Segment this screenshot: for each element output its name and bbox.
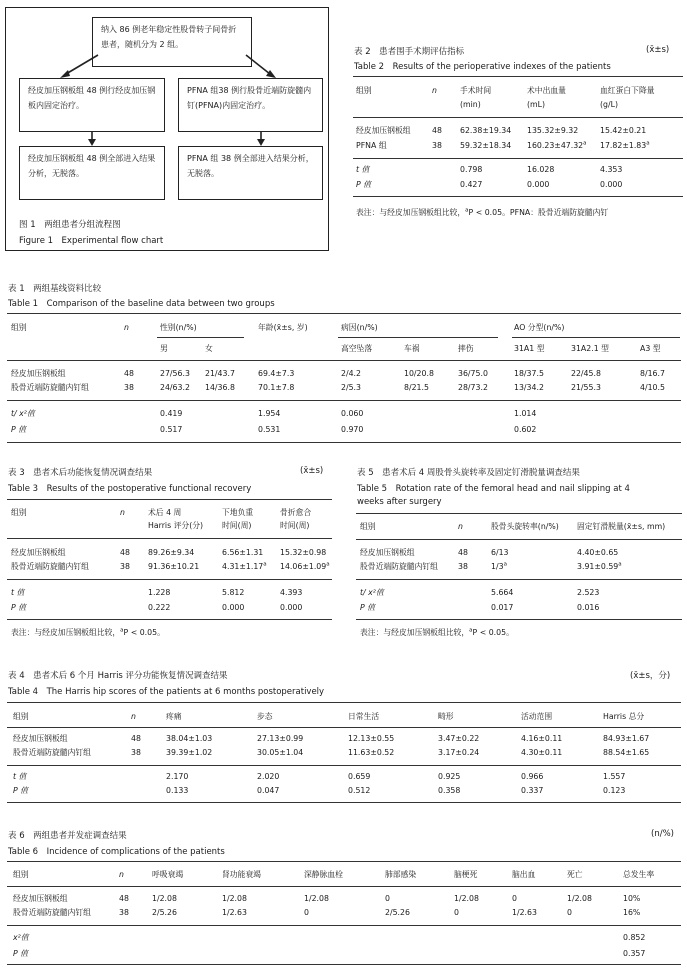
table1-header-a3: A3 型 (640, 344, 661, 353)
flow-box-plate-group-text: 经皮加压钢板组 48 例行经皮加压钢板内固定治疗。 (28, 86, 156, 110)
table2-row2-hb-cell (600, 141, 650, 151)
table4-row2-total: 88.54±1.65 (603, 748, 650, 757)
table6-header-group: 组别 (13, 870, 29, 879)
table3-row1-weight: 6.56±1.31 (222, 548, 264, 557)
table2-header-time1: 手术时间 (460, 86, 492, 95)
table2-row1-blood: 135.32±9.32 (527, 126, 579, 135)
table6-row1-group: 经皮加压钢板组 (13, 894, 68, 903)
table1-p-cause: 0.970 (341, 425, 364, 434)
table2-header-blood1: 术中出血量 (527, 86, 566, 95)
table2-bottom-rule (353, 196, 683, 197)
table5-row2-slip-cell (577, 562, 622, 572)
table2-row2-n: 38 (432, 141, 442, 150)
table4-row2-range: 4.30±0.11 (521, 748, 563, 757)
table3-header-group: 组别 (11, 508, 27, 517)
table3-row2-harris: 91.36±10.21 (148, 562, 200, 571)
table4-header-daily: 日常生活 (348, 712, 380, 721)
table6-header-total: 总发生率 (623, 870, 655, 879)
table6-header-renal: 肾功能衰竭 (222, 870, 261, 879)
table5-t-label: t/ x²值 (360, 588, 384, 597)
table1-header-female: 女 (205, 344, 213, 353)
table3-row2-group: 股骨近端防旋髓内钉组 (11, 562, 89, 571)
table4-p-pain: 0.133 (166, 786, 189, 795)
table4-t-total: 1.557 (603, 772, 626, 781)
table4-row1-daily: 12.13±0.55 (348, 734, 395, 743)
table1-row1-car: 10/20.8 (404, 369, 434, 378)
table1-title-cn: 表 1 两组基线资料比较 (8, 284, 102, 294)
table5-header-slip: 固定钉滑脱量(x̄±s, mm) (577, 522, 666, 531)
table1-t-age: 1.954 (258, 409, 281, 418)
table2-p-blood: 0.000 (527, 180, 550, 189)
table3-top-rule (7, 499, 332, 500)
table5-t-rot: 5.664 (491, 588, 514, 597)
table3-row1-harris: 89.26±9.34 (148, 548, 195, 557)
table4-p-label: P 值 (13, 786, 28, 795)
table5-title-cn: 表 5 患者术后 4 周股骨头旋转率及固定钉滑脱量调查结果 (357, 468, 580, 478)
table6-chi-label: x²值 (13, 933, 29, 942)
table3-row2-heal-cell (280, 562, 330, 572)
table2-row2-hb-sup: a (646, 140, 650, 147)
table1-row1-sprain: 36/75.0 (458, 369, 488, 378)
table3-unit: (x̄±s) (300, 466, 324, 476)
table6-row2-brain-bleed: 1/2.63 (512, 908, 537, 917)
table3-header-rule (7, 538, 332, 539)
table6-header-brain-death: 脑梗死 (454, 870, 478, 879)
table5-row2-rot-sup: a (503, 561, 507, 568)
table3-header-harris1: 术后 4 周 (148, 508, 182, 517)
table6-header-lung: 肺部感染 (385, 870, 417, 879)
table4-row2-group: 股骨近端防旋髓内钉组 (13, 748, 91, 757)
table3-p-heal: 0.000 (280, 603, 303, 612)
table1-t-sex: 0.419 (160, 409, 183, 418)
table1-cause-subrule (338, 337, 498, 338)
table1-header-fall: 高空坠落 (341, 344, 373, 353)
table4-t-deform: 0.925 (438, 772, 461, 781)
figure1-caption-en: Figure 1 Experimental flow chart (19, 236, 164, 246)
table1-header-sprain: 摔伤 (458, 344, 474, 353)
table1-header-rule (7, 360, 681, 361)
table6-row2-resp: 2/5.26 (152, 908, 177, 917)
table4-row1-n: 48 (131, 734, 141, 743)
table5-bottom-rule (356, 619, 682, 620)
table1-header-ao: AO 分型(n/%) (514, 323, 565, 332)
table1-row1-female: 21/43.7 (205, 369, 235, 378)
table2-t-blood: 16.028 (527, 165, 555, 174)
table1-header-sex: 性别(n/%) (160, 323, 197, 332)
table6-row1-brain-death: 1/2.08 (454, 894, 479, 903)
table3-header-weight2: 时间(周) (222, 521, 252, 530)
table4-p-total: 0.123 (603, 786, 626, 795)
arrow-pfna-down-head (257, 139, 265, 146)
table5-header-rule (356, 539, 682, 540)
table1-header-male: 男 (160, 344, 168, 353)
table4-mid-rule (7, 765, 681, 766)
table3-row2-n: 38 (120, 562, 130, 571)
table3-row1-group: 经皮加压钢板组 (11, 548, 66, 557)
table6-row1-death: 1/2.08 (567, 894, 592, 903)
table3-header-weight1: 下地负重 (222, 508, 254, 517)
table3-bottom-rule (7, 619, 332, 620)
table5-row2-n: 38 (458, 562, 468, 571)
table1-row1-a3: 8/16.7 (640, 369, 665, 378)
table2-row2-blood-cell (527, 141, 587, 151)
table4-bottom-rule (7, 802, 681, 803)
table2-row2-hb: 17.82±1.83 (600, 141, 647, 150)
table4-header-gait: 步态 (257, 712, 273, 721)
table5-row2-rot: 1/3 (491, 562, 504, 571)
table2-row1-n: 48 (432, 126, 442, 135)
table4-t-label: t 值 (13, 772, 27, 781)
table4-header-n: n (131, 712, 136, 721)
table3-note-text2: P < 0.05。 (123, 628, 165, 637)
table4-header-group: 组别 (13, 712, 29, 721)
table5-header-rot: 股骨头旋转率(n/%) (491, 522, 559, 531)
table4-header-total: Harris 总分 (603, 712, 645, 721)
table6-row1-n: 48 (119, 894, 129, 903)
table1-header-car: 车祸 (404, 344, 420, 353)
table3-t-label: t 值 (11, 588, 25, 597)
table3-header-heal1: 骨折愈合 (280, 508, 312, 517)
table6-row1-resp: 1/2.08 (152, 894, 177, 903)
table5-row2-group: 股骨近端防旋髓内钉组 (360, 562, 438, 571)
table5-title-en1: Table 5 Rotation rate of the femoral head and nail slipping at 4 (357, 484, 630, 494)
table2-t-hb: 4.353 (600, 165, 623, 174)
table1-row2-31a1: 13/34.2 (514, 383, 544, 392)
table2-note (356, 207, 608, 218)
table1-mid-rule (7, 400, 681, 401)
table6-row2-brain-death: 0 (454, 908, 459, 917)
table3-p-harris: 0.222 (148, 603, 171, 612)
table3-t-harris: 1.228 (148, 588, 171, 597)
table1-row1-group: 经皮加压钢板组 (11, 369, 66, 378)
figure1-caption-cn: 图 1 两组患者分组流程图 (19, 220, 121, 230)
table2-title-cn: 表 2 患者围手术期评估指标 (354, 47, 465, 57)
table2-title-en: Table 2 Results of the perioperative indexes of the patients (354, 62, 611, 72)
table2-p-time: 0.427 (460, 180, 483, 189)
table2-row1-time: 62.38±19.34 (460, 126, 512, 135)
table2-mid-rule (353, 158, 683, 159)
table6-row1-dvt: 1/2.08 (304, 894, 329, 903)
arrow-to-plate-head (60, 70, 70, 78)
table6-row2-total: 16% (623, 908, 641, 917)
table2-header-n: n (432, 86, 437, 95)
table1-t-label: t/ x²值 (11, 409, 35, 418)
table4-p-gait: 0.047 (257, 786, 280, 795)
table6-bottom-rule (7, 964, 681, 965)
table3-title-cn: 表 3 患者术后功能恢复情况调查结果 (8, 468, 153, 478)
table2-note-text: 表注：与经皮加压钢板组比较， (356, 208, 466, 217)
table3-row2-weight-sup: a (263, 561, 267, 568)
table6-row1-total: 10% (623, 894, 641, 903)
table6-unit: (n/%) (651, 829, 674, 839)
table6-header-dvt: 深静脉血栓 (304, 870, 343, 879)
table6-row2-n: 38 (119, 908, 129, 917)
table5-note (360, 627, 514, 638)
table5-row1-group: 经皮加压钢板组 (360, 548, 415, 557)
table4-row1-group: 经皮加压钢板组 (13, 734, 68, 743)
table5-t-slip: 2.523 (577, 588, 600, 597)
table3-row2-weight: 4.31±1.17 (222, 562, 264, 571)
table2-header-time2: (min) (460, 100, 481, 109)
table1-row1-male: 27/56.3 (160, 369, 190, 378)
table1-row1-n: 48 (124, 369, 134, 378)
table2-header-blood2: (mL) (527, 100, 546, 109)
table4-header-range: 活动范围 (521, 712, 553, 721)
table1-p-sex: 0.517 (160, 425, 183, 434)
table5-row2-slip-sup: a (618, 561, 622, 568)
table1-header-age: 年龄(x̄±s, 岁) (258, 323, 308, 332)
table1-header-31a21: 31A2.1 型 (571, 344, 609, 353)
table1-row1-31a21: 22/45.8 (571, 369, 601, 378)
table6-mid-rule (7, 925, 681, 926)
table5-title-en2: weeks after surgery (357, 497, 442, 507)
table6-row2-lung: 2/5.26 (385, 908, 410, 917)
flow-box-plate-analysis-text: 经皮加压钢板组 48 例全部进入结果分析，无脱落。 (28, 154, 156, 178)
table4-row2-daily: 11.63±0.52 (348, 748, 395, 757)
table5-row1-n: 48 (458, 548, 468, 557)
table4-header-rule (7, 727, 681, 728)
table3-row2-weight-cell (222, 562, 267, 572)
table5-row2-slip: 3.91±0.59 (577, 562, 619, 571)
arrow-to-plate-line (66, 55, 98, 74)
table4-row1-pain: 38.04±1.03 (166, 734, 213, 743)
table1-row2-fall: 2/5.3 (341, 383, 361, 392)
table4-t-gait: 2.020 (257, 772, 280, 781)
table1-bottom-rule (7, 442, 681, 443)
table6-top-rule (7, 861, 681, 862)
table2-row1-group: 经皮加压钢板组 (356, 126, 411, 135)
table2-header-group: 组别 (356, 86, 372, 95)
table4-p-range: 0.337 (521, 786, 544, 795)
table2-top-rule (353, 76, 683, 77)
table6-row2-group: 股骨近端防旋髓内钉组 (13, 908, 91, 917)
flow-box-pfna-group-text: PFNA 组38 例行股骨近端防旋髓内钉(PFNA)内固定治疗。 (187, 86, 312, 110)
figure1 (5, 7, 329, 251)
table1-row2-female: 14/36.8 (205, 383, 235, 392)
table6-header-death: 死亡 (567, 870, 583, 879)
table5-row1-slip: 4.40±0.65 (577, 548, 619, 557)
table2-unit: (x̄±s) (646, 45, 670, 55)
table6-row1-brain-bleed: 0 (512, 894, 517, 903)
table1-row2-car: 8/21.5 (404, 383, 429, 392)
flow-box-pfna-analysis-text: PFNA 组 38 例全部进入结果分析，无脱落。 (187, 154, 314, 178)
table2-row1-hb: 15.42±0.21 (600, 126, 647, 135)
table1-ao-subrule (512, 337, 680, 338)
table1-header-n: n (124, 323, 129, 332)
table4-row2-deform: 3.17±0.24 (438, 748, 480, 757)
table1-header-31a1: 31A1 型 (514, 344, 545, 353)
table2-t-time: 0.798 (460, 165, 483, 174)
table6-chi-total: 0.852 (623, 933, 646, 942)
table5-p-rot: 0.017 (491, 603, 514, 612)
table3-title-en: Table 3 Results of the postoperative functional recovery (8, 484, 252, 494)
table2-row2-blood: 160.23±47.32 (527, 141, 584, 150)
table4-title-cn: 表 4 患者术后 6 个月 Harris 评分功能恢复情况调查结果 (8, 671, 228, 681)
table1-p-label: P 值 (11, 425, 26, 434)
table1-row2-male: 24/63.2 (160, 383, 190, 392)
table4-row2-gait: 30.05±1.04 (257, 748, 304, 757)
table3-note (11, 627, 165, 638)
table2-p-hb: 0.000 (600, 180, 623, 189)
table1-row2-a3: 4/10.5 (640, 383, 665, 392)
table3-p-label: P 值 (11, 603, 26, 612)
table3-note-text: 表注：与经皮加压钢板组比较， (11, 628, 121, 637)
table6-header-brain-bleed: 脑出血 (512, 870, 536, 879)
table2-header-rule (353, 117, 683, 118)
table3-note-sup: a (120, 627, 124, 634)
table4-row2-n: 38 (131, 748, 141, 757)
table5-top-rule (356, 513, 682, 514)
table1-sex-subrule (157, 337, 244, 338)
table4-row1-range: 4.16±0.11 (521, 734, 563, 743)
table5-p-label: P 值 (360, 603, 375, 612)
table3-p-weight: 0.000 (222, 603, 245, 612)
table3-row1-n: 48 (120, 548, 130, 557)
table2-header-hb2: (g/L) (600, 100, 619, 109)
table4-title-en: Table 4 The Harris hip scores of the patients at 6 months postoperatively (8, 687, 325, 697)
table1-header-group: 组别 (11, 323, 27, 332)
table6-row1-lung: 0 (385, 894, 390, 903)
table4-t-daily: 0.659 (348, 772, 371, 781)
table6-row2-dvt: 0 (304, 908, 309, 917)
table3-t-heal: 4.393 (280, 588, 303, 597)
table2-note-text2: P < 0.05。PFNA：股骨近端防旋髓内钉 (468, 208, 609, 217)
table5-row2-rot-cell (491, 562, 507, 572)
table3-row2-heal-sup: a (326, 561, 330, 568)
table4-unit: (x̄±s，分) (630, 671, 671, 681)
flow-box-enrollment-text: 纳入 86 例老年稳定性股骨转子间骨折患者，随机分为 2 组。 (101, 25, 237, 49)
table6-header-rule (7, 886, 681, 887)
table2-header-hb1: 血红蛋白下降量 (600, 86, 655, 95)
table6-row1-renal: 1/2.08 (222, 894, 247, 903)
table1-row2-sprain: 28/73.2 (458, 383, 488, 392)
table3-header-heal2: 时间(周) (280, 521, 310, 530)
table1-row2-age: 70.1±7.8 (258, 383, 295, 392)
table2-row2-time: 59.32±18.34 (460, 141, 512, 150)
table6-title-cn: 表 6 两组患者并发症调查结果 (8, 831, 127, 841)
table4-header-deform: 畸形 (438, 712, 454, 721)
table6-header-n: n (119, 870, 124, 879)
table1-header-cause: 病因(n/%) (341, 323, 378, 332)
table4-header-pain: 疼痛 (166, 712, 182, 721)
table4-top-rule (7, 702, 681, 703)
table1-row2-n: 38 (124, 383, 134, 392)
table6-header-resp: 呼吸衰竭 (152, 870, 184, 879)
table4-p-daily: 0.512 (348, 786, 371, 795)
table4-t-pain: 2.170 (166, 772, 189, 781)
table2-note-sup: a (465, 207, 469, 214)
flow-arrows (6, 8, 330, 252)
table1-title-en: Table 1 Comparison of the baseline data between two groups (8, 299, 275, 309)
table3-header-n: n (120, 508, 125, 517)
table2-row2-group: PFNA 组 (356, 141, 387, 150)
table4-row1-total: 84.93±1.67 (603, 734, 650, 743)
table4-t-range: 0.966 (521, 772, 544, 781)
arrow-plate-down-head (88, 139, 96, 146)
table3-row2-heal: 14.06±1.09 (280, 562, 327, 571)
table5-note-text: 表注：与经皮加压钢板组比较， (360, 628, 470, 637)
table1-t-cause: 0.060 (341, 409, 364, 418)
table6-p-total: 0.357 (623, 949, 646, 958)
table5-note-sup: a (469, 627, 473, 634)
table5-header-n: n (458, 522, 463, 531)
table1-row2-group: 股骨近端防旋髓内钉组 (11, 383, 89, 392)
table4-row2-pain: 39.39±1.02 (166, 748, 213, 757)
table3-mid-rule (7, 579, 332, 580)
table5-p-slip: 0.016 (577, 603, 600, 612)
table1-row2-31a21: 21/55.3 (571, 383, 601, 392)
table4-row1-deform: 3.47±0.22 (438, 734, 480, 743)
table4-p-deform: 0.358 (438, 786, 461, 795)
table1-t-ao: 1.014 (514, 409, 537, 418)
table1-row1-fall: 2/4.2 (341, 369, 361, 378)
table5-header-group: 组别 (360, 522, 376, 531)
table5-note-text2: P < 0.05。 (472, 628, 514, 637)
table6-row2-renal: 1/2.63 (222, 908, 247, 917)
arrow-to-pfna-line (246, 55, 270, 74)
table6-row2-death: 0 (567, 908, 572, 917)
table3-t-weight: 5.812 (222, 588, 245, 597)
table6-p-label: P 值 (13, 949, 28, 958)
table3-row1-heal: 15.32±0.98 (280, 548, 327, 557)
table6-title-en: Table 6 Incidence of complications of the patients (8, 847, 225, 857)
table3-header-harris2: Harris 评分(分) (148, 521, 204, 530)
table2-row2-blood-sup: a (583, 140, 587, 147)
table2-t-label: t 值 (356, 165, 370, 174)
table4-row1-gait: 27.13±0.99 (257, 734, 304, 743)
table2-p-label: P 值 (356, 180, 371, 189)
table5-mid-rule (356, 579, 682, 580)
table1-p-ao: 0.602 (514, 425, 537, 434)
table1-row1-age: 69.4±7.3 (258, 369, 295, 378)
table5-row1-rot: 6/13 (491, 548, 509, 557)
table1-row1-31a1: 18/37.5 (514, 369, 544, 378)
table1-top-rule (7, 313, 681, 314)
table1-p-age: 0.531 (258, 425, 281, 434)
